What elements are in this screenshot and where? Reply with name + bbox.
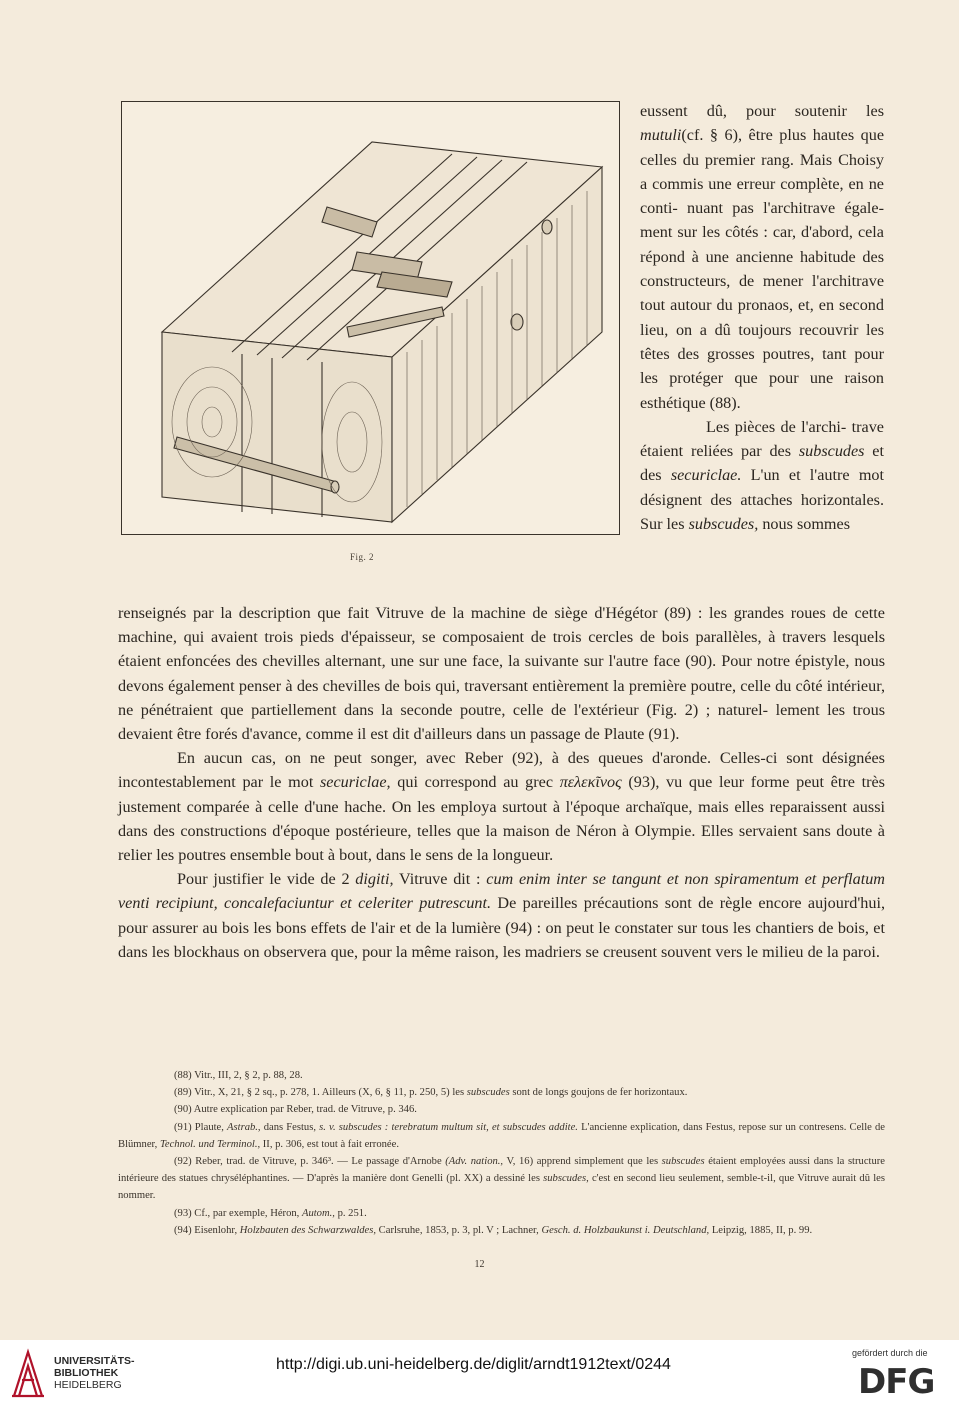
figure-frame xyxy=(121,101,620,535)
footnote-89: (89) Vitr., X, 21, § 2 sq., p. 278, 1. Ailleurs (X, 6, § 11, p. 250, 5) les subscudes sont de longs goujons de fer horizontaux. xyxy=(174,1087,688,1099)
footnotes xyxy=(118,1067,885,1239)
university-seal-icon xyxy=(10,1348,46,1400)
beam-illustration xyxy=(122,102,621,536)
footnote-94: (94) Eisenlohr, Holzbauten des Schwarzwaldes, Carlsruhe, 1853, p. 3, pl. V ; Lachner, Gesch. d. Holzbaukunst i. Deutschland, Leipzig, 1885, II, p. 99. xyxy=(174,1224,813,1236)
side-column-text xyxy=(640,99,884,536)
funding-label: gefördert durch die xyxy=(852,1348,928,1358)
footnote-93: (93) Cf., par exemple, Héron, Autom., p. 251. xyxy=(174,1207,367,1219)
main-text xyxy=(118,601,885,964)
dfg-logo: DFG xyxy=(858,1362,935,1402)
footnote-90: (90) Autre explication par Reber, trad. de Vitruve, p. 346. xyxy=(174,1104,417,1116)
university-library-name: UNIVERSITÄTS- BIBLIOTHEK HEIDELBERG xyxy=(54,1355,135,1391)
footnote-91: (91) Plaute, Astrab., dans Festus, s. v. subscudes : terebratum multum sit, et subscudes addite. L'ancienne explication, dans Festus, repose sur un contresens. Celle de Blümner, Technol. und Terminol., II, p. 306, est tout à fait erronée. xyxy=(118,1121,886,1150)
footnote-92: (92) Reber, trad. de Vitruve, p. 346³. — Le passage d'Arnobe (Adv. nation., V, 16) apprend simplement que les subscudes étaient employées aussi dans la structure intérieure des statues chryséléphantines. — D'après la manière dont Genelli (pl. XX) a dessiné les subscudes, c'est en second lieu seulement, semble-t-il, que Vitruve aurait dû les nommer. xyxy=(118,1156,886,1202)
source-url-link[interactable]: http://digi.ub.uni-heidelberg.de/diglit/arndt1912text/0244 xyxy=(276,1356,671,1373)
side-paragraph-2: Les pièces de l'archi- trave étaient reliées par des subscudes et des securiclae. L'un et l'autre mot désignent des attaches horizontales. Sur les subscudes, nous sommes xyxy=(640,417,885,534)
footnote-88: (88) Vitr., III, 2, § 2, p. 88, 28. xyxy=(174,1070,303,1081)
main-paragraph-1: renseignés par la description que fait Vitruve de la machine de siège d'Hégétor (89) : les grandes roues de cette machine, qui avaient trois pieds d'épaisseur, se composaient de trois cercles de bois parallèles, à travers lesquels étaient enfoncées des chevilles alternant, une sur une face, la suivante sur l'autre face (90). Pour notre épistyle, nous devons également penser à des chevilles de bois qui, traversant entièrement la première poutre, celle du côté intérieur, ne pénétraient que partiellement dans la seconde poutre, celle de l'extérieur (Fig. 2) ; naturel- lement les trous devaient être forés d'avance, comme il est dit d'ailleurs dans un passage de Plaute (91). xyxy=(118,604,885,744)
main-paragraph-2: En aucun cas, on ne peut songer, avec Reber (92), à des queues d'aronde. Celles-ci sont désignées incontestablement par le mot securiclae, qui correspond au grec πελεκῖνος (93), vu que leur forme peut être très justement comparée à celle d'une hache. On les employa surtout à l'époque archaïque, mais elles reparaissent aussi dans des constructions d'époque postérieure, telles que la maison de Néron à Olympie. Elles servaient sans doute à relier les poutres ensemble bout à bout, dans le sens de la longueur. xyxy=(118,749,885,865)
footer-bar xyxy=(0,1340,959,1407)
side-paragraph-1: eussent dû, pour soutenir les mutuli(cf. § 6), être plus hautes que celles du premier rang. Mais Choisy a commis une erreur complète, en ne conti- nuant pas l'architrave égale- ment sur les côtés : car, d'abord, cela répond à une ancienne habitude des constructeurs, de mener l'architrave tout autour du pronaos, et, en second lieu, on a dû toujours recouvrir les têtes des grosses poutres, tant pour les protéger que pour une raison esthétique (88). xyxy=(640,102,885,412)
page-number: 12 xyxy=(474,1259,485,1270)
main-paragraph-3: Pour justifier le vide de 2 digiti, Vitruve dit : cum enim inter se tangunt et non spiramentum et perflatum venti recipiunt, concalefaciuntur et celeriter putrescunt. De pareilles précautions sont de règle encore aujourd'hui, pour assurer au bois les bons effets de l'air et de la lumière (94) : on peut le constater sur tous les chantiers de bois, et dans les blockhaus on observera que, pour la même raison, les madriers se creusent souvent vers le milieu de la paroi. xyxy=(118,870,885,961)
figure-caption: Fig. 2 xyxy=(350,552,375,562)
